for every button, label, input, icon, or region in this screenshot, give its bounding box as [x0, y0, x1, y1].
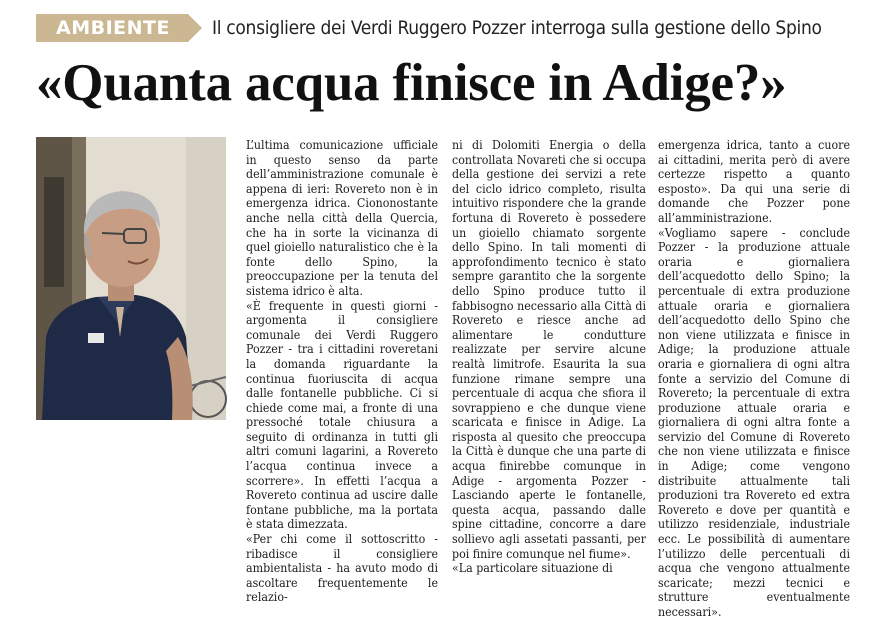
article-photo: [36, 137, 226, 420]
headline: «Quanta acqua finisce in Adige?»: [36, 54, 787, 112]
article-column-3: [658, 138, 850, 619]
article-column-2: [452, 138, 646, 588]
man-portrait-image: [36, 137, 226, 420]
paragraph: «La particolare situazione di: [452, 561, 613, 576]
paragraph: «È frequente in questi giorni - argomenta il consigliere comunale dei Verdi Ruggero Pozzer - tra i cittadini roveretani la domanda riguardante la continua fuoriuscita di acqua dalle fontanelle pubbliche. Ci si chiede come mai, a fronte di una pressoché totale chiusura a seguito di ordinanza in tutti gli altri comuni lagarini, a Rovereto l’acqua continua invece a scorrere». In effetti l’acqua a Rovereto continua ad uscire dalle fontane pubbliche, ma la portata è stata dimezzata.: [246, 298, 438, 532]
paragraph: «Vogliamo sapere - conclude Pozzer - la produzione attuale oraria e giornaliera dell’acquedotto dello Spino; la percentuale di extra produzione attuale oraria e giornaliera dell’acquedotto dello Spino che non viene utilizzata e finisce in Adige; la produzione attuale oraria e giornaliera di ogni altra fonte a servizio del Comune di Rovereto; la percentuale di extra produzione attuale oraria e giornaliera di ogni altra fonte a servizio del Comune di Rovereto che non viene utilizzata e finisce in Adige; come vengono distribuite attualmente tali produzioni tra Rovereto ed extra Rovereto e dove per quantità e utilizzo residenziale, industriale ecc. Le possibilità di aumentare l’utilizzo delle percentuali di acqua che vengono attualmente scaricate; mezzi tecnici e strutture eventualmente necessari».: [658, 225, 850, 619]
kicker-text: Il consigliere dei Verdi Ruggero Pozzer interroga sulla gestione dello Spino: [211, 17, 822, 39]
paragraph: L’ultima comunicazione ufficiale in questo senso da parte dell’amministrazione comunale è appena di ieri: Rovereto non è in emergenza idrica. Ciononostante anche nella città della Quercia, che ha in sorte la vicinanza di quel gioiello naturalistico che è la fonte dello Spino, la preoccupazione per la tenuta del sistema idrico è alta.: [246, 138, 438, 298]
article-column-1: [246, 138, 438, 605]
paragraph: «Per chi come il sottoscritto - ribadisce il consigliere ambientalista - ha avuto modo di ascoltare frequentemente le relazio-: [246, 532, 438, 605]
kicker-bar: [36, 14, 822, 42]
section-tag: AMBIENTE: [36, 14, 188, 42]
paragraph: emergenza idrica, tanto a cuore ai cittadini, merita però di avere certezze rispetto a quanto esposto». Da qui una serie di domande che Pozzer pone all’amministrazione.: [658, 138, 850, 225]
paragraph: ni di Dolomiti Energia o della controllata Novareti che si occupa della gestione dei servizi a rete del ciclo idrico completo, risulta intuitivo rispondere che la grande fortuna di Rovereto è possedere un gioiello chiamato sorgente dello Spino. In tali momenti di approfondimento tecnico è stato sempre garantito che la sorgente dello Spino produce tutto il fabbisogno necessario alla Città di Rovereto e riesce anche ad alimentare le condutture realizzate per servire alcune realtà limitrofe. Esaurita la sua funzione rimane sempre una percentuale di acqua che sfiora il sovrappieno e che dunque viene scaricata e finisce in Adige. La risposta al quesito che preoccupa la Città è dunque che una parte di acqua finirebbe comunque in Adige - argomenta Pozzer - Lasciando aperte le fontanelle, questa acqua, passando dalle spine cittadine, concorre a dare sollievo agli assetati passanti, per poi finire comunque nel fiume».: [452, 138, 646, 561]
